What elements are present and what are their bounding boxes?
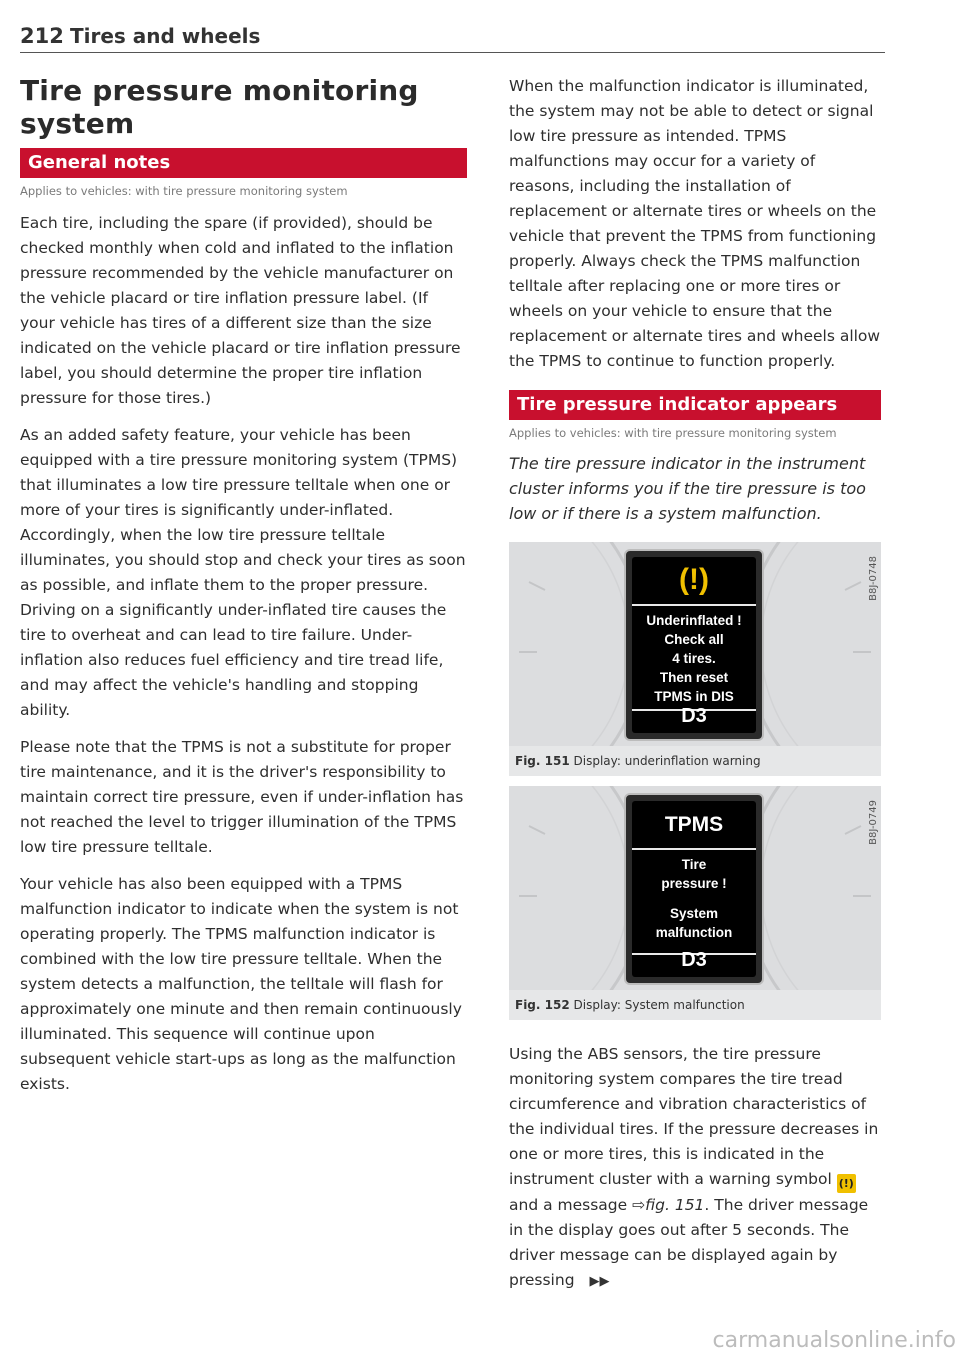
figure-code: B8J-0748 [868,556,879,601]
right-column [509,74,881,1294]
paragraph: Each tire, including the spare (if provided), should be checked monthly when cold and inflated to the inflation pressure recommended by the vehicle manufacturer on the vehicle placard or tire inflation pressure label. (If your vehicle has tires of a different size than the size indicated on the vehicle placard or tire inflation pressure label, you should determine the proper tire inflation pressure for those tires.) [20,214,461,407]
page-number: 212 [20,24,64,48]
figure-caption-text: Display: System malfunction [573,998,745,1012]
paragraph: Using the ABS sensors, the tire pressure monitoring system compares the tire tread circumference and vibration characteristics of the individual tires. If the pressure decreases in one or more tires, this is indicated in the instrument cluster with a warning symbol (!) and a message ⇨fig. 151. The driver message in the display goes out after 5 seconds. The driver message can be displayed again by pressing ▶▶ [509,1045,879,1289]
applies-note: Applies to vehicles: with tire pressure monitoring system [509,426,837,440]
section-heading-general-notes: General notes [20,148,467,178]
tpms-title: TPMS [664,813,724,836]
section-heading-indicator: Tire pressure indicator appears [509,390,881,420]
paragraph: Please note that the TPMS is not a substitute for proper tire maintenance, and it is the driver's responsibility to maintain correct tire pressure, even if under-inflation has not reached the level to trigger illumination of the TPMS low tire pressure telltale. [20,738,464,856]
continue-icon: ▶▶ [589,1274,610,1289]
figure-152 [509,786,881,1020]
figure-caption [509,990,881,1020]
display-line: 4 tires. [672,651,716,666]
tire-pressure-warning-icon: (!) [837,1174,856,1193]
chapter-title: Tire pressure monitoring system [20,74,419,140]
paragraph: As an added safety feature, your vehicle has been equipped with a tire pressure monitoring system (TPMS) that illuminates a low tire pressure telltale when one or more of your tires is significantly under-inflated. Accordingly, when the low tire pressure telltale illuminates, you should stop and check your tires as soon as possible, and inflate them to the proper pressure. Driving on a significantly under-inflated tire causes the tire to overheat and can lead to tire failure. Under-inflation also reduces fuel efficiency and tire tread life, and may affect the vehicle's handling and stopping ability. [20,426,466,719]
display-line: Check all [664,632,724,647]
display-screen [624,549,764,741]
figure-reference-link[interactable]: ⇨fig. 151 [632,1196,705,1214]
display-line: Tire [681,857,707,872]
arrow-icon: ⇨ [632,1196,646,1214]
intro-text: The tire pressure indicator in the instrument cluster informs you if the tire pressure is too low or if there is a system malfunction. [509,454,866,523]
display-screen [624,793,764,985]
figure-caption-text: Display: underinflation warning [573,754,761,768]
figure-151-image [509,542,881,746]
left-column [20,74,467,1097]
gear-indicator: D3 [681,949,707,971]
display-line: pressure ! [661,876,727,891]
display-line: System [669,906,719,921]
figure-label: Fig. 151 [515,754,570,768]
running-title: Tires and wheels [70,24,261,48]
display-line: Underinflated ! [646,613,742,628]
gear-indicator: D3 [681,705,707,727]
figure-label: Fig. 152 [515,998,570,1012]
figure-152-image [509,786,881,990]
figure-code: B8J-0749 [868,800,879,845]
display-line: TPMS in DIS [654,689,734,704]
figure-caption [509,746,881,776]
tire-pressure-warning-icon: (!) [679,563,709,596]
figure-151 [509,542,881,776]
paragraph: When the malfunction indicator is illuminated, the system may not be able to detect or signal low tire pressure as intended. TPMS malfunctions may occur for a variety of reasons, including the installation of replacement or alternate tires or wheels on the vehicle that prevent the TPMS from functioning properly. Always check the TPMS malfunction telltale after replacing one or more tires or wheels on your vehicle to ensure that the replacement or alternate tires and wheels allow the TPMS to continue to function properly. [509,77,881,370]
display-line: Then reset [659,670,729,685]
watermark: carmanualsonline.info [712,1328,956,1353]
paragraph: Your vehicle has also been equipped with a TPMS malfunction indicator to indicate when the system is not operating properly. The TPMS malfunction indicator is combined with the low tire pressure telltale. When the system detects a malfunction, the telltale will flash for approximately one minute and then remain continuously illuminated. This sequence will continue upon subsequent vehicle start-ups as long as the malfunction exists. [20,875,462,1093]
display-line: malfunction [655,925,733,940]
applies-note: Applies to vehicles: with tire pressure monitoring system [20,184,348,198]
header-rule [20,52,885,53]
